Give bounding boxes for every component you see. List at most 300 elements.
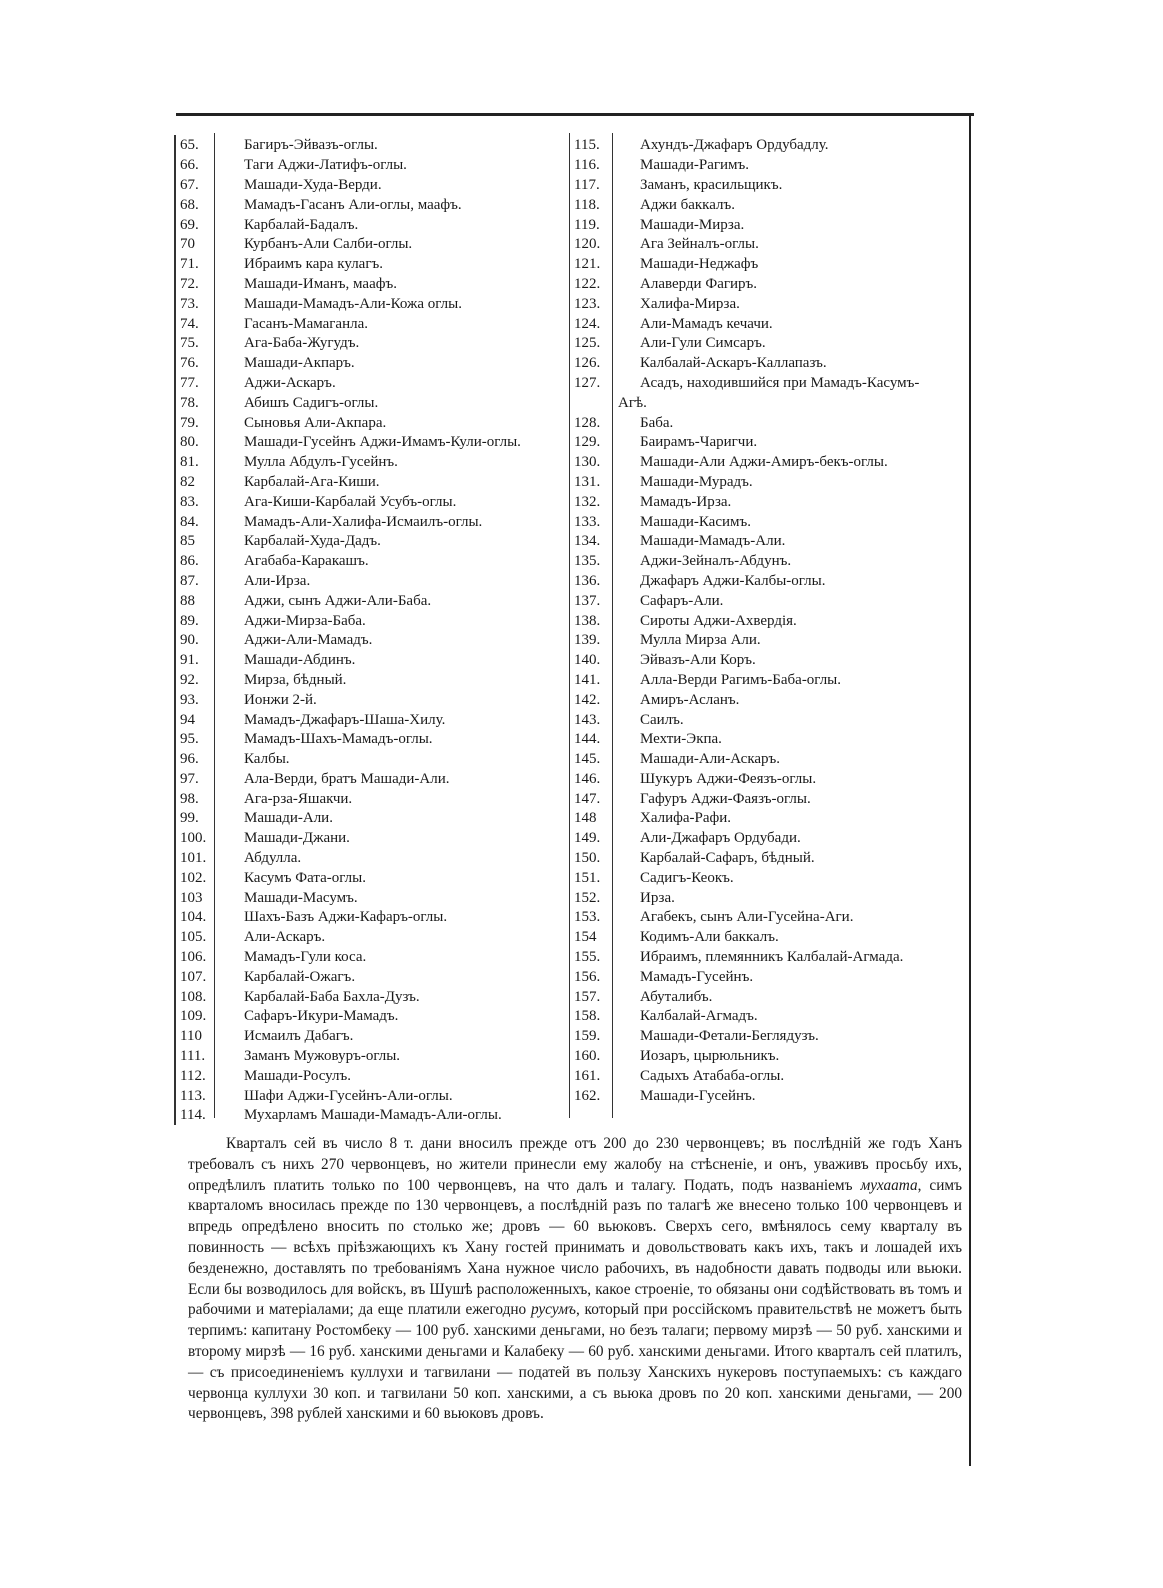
entry-number: 150. bbox=[574, 850, 601, 867]
entry-number: 78. bbox=[180, 394, 199, 411]
list-item bbox=[574, 354, 968, 374]
entry-name: Аджи-Али-Мамадъ. bbox=[244, 632, 373, 649]
entry-name: Шафи Аджи-Гусейнъ-Али-оглы. bbox=[244, 1087, 453, 1104]
entry-number: 114. bbox=[180, 1107, 206, 1124]
entry-number: 74. bbox=[180, 315, 199, 332]
entry-name: Абуталибъ. bbox=[640, 988, 713, 1005]
entry-name: Машади-Неджафъ bbox=[640, 256, 759, 273]
entry-name: Машади-Худа-Верди. bbox=[244, 176, 382, 193]
list-item bbox=[180, 1027, 568, 1047]
entry-number: 105. bbox=[180, 929, 207, 946]
entry-name: Машади-Али-Аскаръ. bbox=[640, 751, 781, 768]
entry-name: Багиръ-Эйвазъ-оглы. bbox=[244, 137, 378, 154]
list-item bbox=[574, 809, 968, 829]
list-item bbox=[574, 948, 968, 968]
list-item bbox=[180, 275, 568, 295]
entry-number: 130. bbox=[574, 454, 601, 471]
list-item bbox=[574, 314, 968, 334]
list-item bbox=[574, 473, 968, 493]
entry-number: 106. bbox=[180, 949, 207, 966]
entry-name: Мирза, бѣдный. bbox=[244, 671, 347, 688]
column-divider bbox=[569, 133, 570, 1118]
entry-name: Гафуръ Аджи-Фаязъ-оглы. bbox=[640, 790, 811, 807]
entry-number: 156. bbox=[574, 968, 601, 985]
list-item bbox=[180, 473, 568, 493]
entry-name: Кодимъ-Али баккалъ. bbox=[640, 929, 779, 946]
entry-number: 158. bbox=[574, 1008, 601, 1025]
entry-number: 110 bbox=[180, 1028, 202, 1045]
entry-number: 97. bbox=[180, 770, 199, 787]
entry-name: Аджи, сынъ Аджи-Али-Баба. bbox=[244, 592, 432, 609]
entry-name: Аджи-Мирза-Баба. bbox=[244, 612, 366, 629]
list-item bbox=[574, 770, 968, 790]
entry-number: 115. bbox=[574, 137, 600, 154]
entry-name: Саилъ. bbox=[640, 711, 684, 728]
entry-name: Таги Аджи-Латифъ-оглы. bbox=[244, 157, 407, 174]
entry-number: 73. bbox=[180, 295, 199, 312]
list-item bbox=[574, 631, 968, 651]
list-item bbox=[574, 156, 968, 176]
entry-number: 132. bbox=[574, 493, 601, 510]
entry-number: 113. bbox=[180, 1087, 206, 1104]
entry-number: 76. bbox=[180, 355, 199, 372]
list-item bbox=[180, 512, 568, 532]
entry-number: 79. bbox=[180, 414, 199, 431]
entry-number: 111. bbox=[180, 1048, 206, 1065]
entry-number: 151. bbox=[574, 869, 601, 886]
list-item bbox=[180, 651, 568, 671]
entry-name: Ионжи 2-й. bbox=[244, 691, 317, 708]
list-item bbox=[180, 849, 568, 869]
entry-name: Сафаръ-Икури-Мамадъ. bbox=[244, 1008, 399, 1025]
list-item bbox=[180, 908, 568, 928]
entry-name: Али-Гули Симсаръ. bbox=[640, 335, 766, 352]
entry-name: Агабаба-Каракашъ. bbox=[244, 553, 369, 570]
list-item bbox=[180, 789, 568, 809]
list-item bbox=[180, 671, 568, 691]
entry-number: 104. bbox=[180, 909, 207, 926]
entry-name: Аджи-Аскаръ. bbox=[244, 374, 336, 391]
entry-name: Машади-Касимъ. bbox=[640, 513, 752, 530]
list-item bbox=[574, 690, 968, 710]
list-item bbox=[180, 987, 568, 1007]
entry-number: 131. bbox=[574, 473, 601, 490]
entry-name: Касумъ Фата-оглы. bbox=[244, 869, 366, 886]
entry-number: 95. bbox=[180, 731, 199, 748]
entry-number: 75. bbox=[180, 335, 199, 352]
list-item bbox=[180, 1106, 568, 1126]
entry-name: Калбалай-Аскаръ-Каллапазъ. bbox=[640, 355, 827, 372]
entry-name: Ага-Баба-Жугудъ. bbox=[244, 335, 360, 352]
list-item bbox=[574, 572, 968, 592]
entry-name: Аджи баккалъ. bbox=[640, 196, 736, 213]
entry-number: 118. bbox=[574, 196, 600, 213]
entry-number: 99. bbox=[180, 810, 199, 827]
entry-name: Агабекъ, сынъ Али-Гусейна-Аги. bbox=[640, 909, 854, 926]
entry-number: 108. bbox=[180, 988, 207, 1005]
entry-number: 133. bbox=[574, 513, 601, 530]
entry-number: 140. bbox=[574, 652, 601, 669]
entry-number: 126. bbox=[574, 355, 601, 372]
list-item bbox=[180, 710, 568, 730]
list-item bbox=[574, 1047, 968, 1067]
list-item bbox=[574, 275, 968, 295]
list-item bbox=[180, 136, 568, 156]
entry-number: 71. bbox=[180, 256, 199, 273]
entry-name: Исмаилъ Дабагъ. bbox=[244, 1028, 354, 1045]
list-item bbox=[180, 809, 568, 829]
list-item bbox=[180, 334, 568, 354]
list-item bbox=[574, 552, 968, 572]
list-item bbox=[574, 1066, 968, 1086]
entry-name: Сыновья Али-Акпара. bbox=[244, 414, 387, 431]
entry-name: Ирза. bbox=[640, 889, 675, 906]
entry-number: 136. bbox=[574, 572, 601, 589]
left-rule bbox=[174, 135, 176, 1125]
list-item bbox=[180, 690, 568, 710]
list-item bbox=[180, 433, 568, 453]
list-item bbox=[574, 334, 968, 354]
entry-name: Абишъ Садигъ-оглы. bbox=[244, 394, 379, 411]
entry-name: Машади-Масумъ. bbox=[244, 889, 358, 906]
entry-name: Ахундъ-Джафаръ Ордубадлу. bbox=[640, 137, 829, 154]
paragraph-text-3: , который при россійскомъ правительствѣ не можетъ быть терпимъ: капитану Ростомбеку — 100 руб. ханскими деньгами, но безъ талаги; первому мирзѣ — 50 руб. ханскими и второму мирзѣ — 16 руб. ханскими деньгами и Калабеку — 60 руб. ханскими деньгами. Итого кварталъ сей платилъ, — съ присоединеніемъ куллухи и тагвилани — податей въ пользу Ханскихъ нукеровъ поступаемыхъ: съ каждаго червонца куллухи 30 коп. и тагвилани 50 коп. ханскими, а съ вьюка дровъ по 20 коп. ханскими деньгами, — 200 червонцевъ, 398 рублей ханскими и 60 вьюковъ дровъ. bbox=[188, 1301, 962, 1423]
entry-name: Мамадъ-Ирза. bbox=[640, 493, 732, 510]
entry-name: Иозаръ, цырюльникъ. bbox=[640, 1048, 780, 1065]
entry-name: Машади-Джани. bbox=[244, 830, 350, 847]
entry-name: Халифа-Мирза. bbox=[640, 295, 740, 312]
entry-number: 161. bbox=[574, 1067, 601, 1084]
entry-name: Мамадъ-Али-Халифа-Исмаилъ-оглы. bbox=[244, 513, 483, 530]
entry-name: Джафаръ Аджи-Калбы-оглы. bbox=[640, 572, 826, 589]
entry-name: Баба. bbox=[640, 414, 674, 431]
entry-name: Агѣ. bbox=[618, 394, 647, 411]
entry-name: Ага-рза-Яшакчи. bbox=[244, 790, 353, 807]
entry-number: 155. bbox=[574, 949, 601, 966]
entry-name: Ибраимъ кара кулагъ. bbox=[244, 256, 383, 273]
list-item bbox=[180, 552, 568, 572]
right-rule bbox=[969, 113, 971, 1466]
list-item bbox=[574, 750, 968, 770]
entry-name: Баирамъ-Чаригчи. bbox=[640, 434, 758, 451]
entry-number: 103 bbox=[180, 889, 203, 906]
entry-number: 117. bbox=[574, 176, 600, 193]
entry-number: 129. bbox=[574, 434, 601, 451]
quarter-description-paragraph bbox=[188, 1134, 962, 1425]
list-item bbox=[180, 453, 568, 473]
entry-name: Ала-Верди, братъ Машади-Али. bbox=[244, 770, 450, 787]
list-item bbox=[180, 156, 568, 176]
entry-number: 159. bbox=[574, 1028, 601, 1045]
entry-name: Мулла Абдулъ-Гусейнъ. bbox=[244, 454, 398, 471]
list-item bbox=[574, 671, 968, 691]
entry-number: 91. bbox=[180, 652, 199, 669]
entry-number: 80. bbox=[180, 434, 199, 451]
entry-name: Карбалай-Баба Бахла-Дузъ. bbox=[244, 988, 420, 1005]
entry-number: 93. bbox=[180, 691, 199, 708]
list-item bbox=[180, 1007, 568, 1027]
entry-number: 138. bbox=[574, 612, 601, 629]
entry-name: Машади-Абдинъ. bbox=[244, 652, 356, 669]
entry-number: 112. bbox=[180, 1067, 206, 1084]
entry-number: 102. bbox=[180, 869, 207, 886]
entry-number: 72. bbox=[180, 275, 199, 292]
list-item bbox=[574, 433, 968, 453]
entry-number: 121. bbox=[574, 256, 601, 273]
entry-number: 96. bbox=[180, 751, 199, 768]
entry-name: Ага Зейналъ-оглы. bbox=[640, 236, 759, 253]
entry-number: 107. bbox=[180, 968, 207, 985]
entry-name: Карбалай-Бадалъ. bbox=[244, 216, 359, 233]
entry-name: Машади-Росулъ. bbox=[244, 1067, 351, 1084]
list-item bbox=[574, 294, 968, 314]
entry-number: 139. bbox=[574, 632, 601, 649]
list-item bbox=[574, 255, 968, 275]
entry-name: Заманъ Мужовуръ-оглы. bbox=[244, 1048, 401, 1065]
list-item bbox=[574, 611, 968, 631]
entry-name: Машади-Рагимъ. bbox=[640, 157, 750, 174]
entry-name: Машади-Гусейнъ Аджи-Имамъ-Кули-оглы. bbox=[244, 434, 521, 451]
list-item bbox=[574, 987, 968, 1007]
list-item bbox=[574, 413, 968, 433]
list-item bbox=[180, 532, 568, 552]
entry-name: Машади-Мамадъ-Али. bbox=[640, 533, 786, 550]
entry-name: Мамадъ-Гули коса. bbox=[244, 949, 367, 966]
list-item bbox=[180, 374, 568, 394]
list-item bbox=[574, 1086, 968, 1106]
entry-name: Али-Джафаръ Ордубади. bbox=[640, 830, 801, 847]
entry-name: Карбалай-Сафаръ, бѣдный. bbox=[640, 850, 815, 867]
entry-name: Асадъ, находившийся при Мамадъ-Касумъ- bbox=[640, 374, 920, 391]
list-item bbox=[180, 730, 568, 750]
list-item bbox=[574, 908, 968, 928]
entry-number: 144. bbox=[574, 731, 601, 748]
list-item bbox=[180, 572, 568, 592]
list-item bbox=[574, 789, 968, 809]
list-item bbox=[574, 1027, 968, 1047]
entry-number: 147. bbox=[574, 790, 601, 807]
entry-name: Мухарламъ Машади-Мамадъ-Али-оглы. bbox=[244, 1107, 502, 1124]
entry-name: Садигъ-Кеокъ. bbox=[640, 869, 734, 886]
entry-name: Абдулла. bbox=[244, 850, 302, 867]
entry-number: 101. bbox=[180, 850, 207, 867]
list-item bbox=[574, 868, 968, 888]
entry-name: Калбы. bbox=[244, 751, 290, 768]
entry-number: 127. bbox=[574, 374, 601, 391]
entry-number: 77. bbox=[180, 374, 199, 391]
entry-name: Карбалай-Ожагъ. bbox=[244, 968, 356, 985]
entry-name: Садыхъ Атабаба-оглы. bbox=[640, 1067, 785, 1084]
list-item bbox=[180, 176, 568, 196]
entry-number: 160. bbox=[574, 1048, 601, 1065]
entry-number: 87. bbox=[180, 572, 199, 589]
entry-number: 65. bbox=[180, 137, 199, 154]
list-item bbox=[574, 730, 968, 750]
entry-number: 149. bbox=[574, 830, 601, 847]
list-item bbox=[180, 948, 568, 968]
list-item bbox=[180, 1086, 568, 1106]
entry-name: Машади-Гусейнъ. bbox=[640, 1087, 756, 1104]
list-item bbox=[574, 393, 968, 413]
entry-number: 66. bbox=[180, 157, 199, 174]
entry-number: 82 bbox=[180, 473, 195, 490]
entry-name: Эйвазъ-Али Коръ. bbox=[640, 652, 756, 669]
entry-name: Мамадъ-Гасанъ Али-оглы, маафъ. bbox=[244, 196, 462, 213]
entry-name: Машади-Фетали-Беглядузъ. bbox=[640, 1028, 819, 1045]
entry-name: Машади-Мамадъ-Али-Кожа оглы. bbox=[244, 295, 462, 312]
entry-number: 67. bbox=[180, 176, 199, 193]
list-item bbox=[574, 928, 968, 948]
entry-number: 92. bbox=[180, 671, 199, 688]
entry-name: Алаверди Фагиръ. bbox=[640, 275, 758, 292]
entry-name: Машади-Иманъ, маафъ. bbox=[244, 275, 397, 292]
paragraph-text-1: Кварталъ сей въ число 8 т. дани вносилъ прежде отъ 200 до 230 червонцевъ; въ послѣдній же годъ Ханъ требовалъ съ нихъ 270 червонцевъ, но жители принесли ему жалобу на стѣсненіе, и онъ, уваживъ просьбу ихъ, опредѣлилъ платить только по 100 червонцевъ, на что далъ и талагу. Подать, подъ названіемъ bbox=[188, 1135, 962, 1194]
list-item bbox=[180, 314, 568, 334]
entry-number: 84. bbox=[180, 513, 199, 530]
entry-name: Али-Аскаръ. bbox=[244, 929, 326, 946]
term-rusum: русумъ bbox=[530, 1301, 576, 1319]
entry-name: Али-Ирза. bbox=[244, 572, 311, 589]
entry-name: Шахъ-Базъ Аджи-Кафаръ-оглы. bbox=[244, 909, 448, 926]
list-item bbox=[574, 374, 968, 394]
list-item bbox=[180, 195, 568, 215]
list-item bbox=[574, 453, 968, 473]
list-item bbox=[574, 710, 968, 730]
left-name-list bbox=[180, 136, 568, 1126]
entry-number: 143. bbox=[574, 711, 601, 728]
list-item bbox=[574, 215, 968, 235]
entry-number: 119. bbox=[574, 216, 600, 233]
entry-number: 85 bbox=[180, 533, 195, 550]
list-item bbox=[574, 967, 968, 987]
list-item bbox=[180, 492, 568, 512]
entry-name: Сироты Аджи-Ахвердія. bbox=[640, 612, 797, 629]
entry-number: 94 bbox=[180, 711, 195, 728]
entry-name: Машади-Мирза. bbox=[640, 216, 745, 233]
list-item bbox=[180, 928, 568, 948]
entry-number: 109. bbox=[180, 1008, 207, 1025]
entry-name: Али-Мамадъ кечачи. bbox=[640, 315, 773, 332]
entry-name: Амиръ-Асланъ. bbox=[640, 691, 740, 708]
list-item bbox=[180, 888, 568, 908]
entry-name: Аджи-Зейналъ-Абдунъ. bbox=[640, 553, 792, 570]
entry-name: Халифа-Рафи. bbox=[640, 810, 732, 827]
entry-name: Машади-Мурадъ. bbox=[640, 473, 753, 490]
list-item bbox=[180, 967, 568, 987]
entry-name: Ибраимъ, племянникъ Калбалай-Агмада. bbox=[640, 949, 904, 966]
entry-number: 83. bbox=[180, 493, 199, 510]
list-item bbox=[574, 829, 968, 849]
entry-number: 81. bbox=[180, 454, 199, 471]
list-item bbox=[574, 888, 968, 908]
entry-name: Сафаръ-Али. bbox=[640, 592, 724, 609]
list-item bbox=[574, 591, 968, 611]
entry-number: 145. bbox=[574, 751, 601, 768]
list-item bbox=[574, 532, 968, 552]
entry-name: Заманъ, красильщикъ. bbox=[640, 176, 783, 193]
entry-number: 128. bbox=[574, 414, 601, 431]
entry-number: 124. bbox=[574, 315, 601, 332]
entry-name: Ага-Киши-Карбалай Усубъ-оглы. bbox=[244, 493, 457, 510]
list-item bbox=[180, 413, 568, 433]
list-item bbox=[180, 235, 568, 255]
list-item bbox=[180, 1047, 568, 1067]
top-rule bbox=[176, 113, 974, 116]
entry-number: 152. bbox=[574, 889, 601, 906]
entry-number: 70 bbox=[180, 236, 195, 253]
paragraph-text-2: , симъ кварталомъ вносилась прежде по 130 червонцевъ, а послѣдній разъ по талагѣ же внесено только 100 червонцевъ и впредь опредѣлено вносить по столько же; дровъ — 60 вьюковъ. Сверхъ сего, вмѣнялось сему кварталу въ повинность — всѣхъ пріѣзжающихъ къ Хану гостей принимать и довольствовать какъ ихъ, такъ и лошадей ихъ безденежно, доставлять по требованіямъ Хана нужное число рабочихъ, въ надобности давать подводы или вьюки. Если бы возводилось для войскъ, въ Шушѣ расположенныхъ, какое строеніе, то обязаны они содѣйствовать въ томъ и рабочими и матеріалами; да еще платили ежегодно bbox=[188, 1176, 962, 1319]
list-item bbox=[574, 136, 968, 156]
list-item bbox=[180, 868, 568, 888]
entry-number: 162. bbox=[574, 1087, 601, 1104]
entry-name: Мамадъ-Джафаръ-Шаша-Хилу. bbox=[244, 711, 446, 728]
list-item bbox=[180, 354, 568, 374]
entry-number: 120. bbox=[574, 236, 601, 253]
entry-number: 122. bbox=[574, 275, 601, 292]
entry-name: Алла-Верди Рагимъ-Баба-оглы. bbox=[640, 671, 842, 688]
entry-name: Калбалай-Агмадъ. bbox=[640, 1008, 758, 1025]
list-item bbox=[180, 750, 568, 770]
list-item bbox=[180, 1066, 568, 1086]
entry-number: 154 bbox=[574, 929, 597, 946]
entry-number: 68. bbox=[180, 196, 199, 213]
entry-number: 123. bbox=[574, 295, 601, 312]
entry-name: Гасанъ-Мамаганла. bbox=[244, 315, 369, 332]
entry-number: 89. bbox=[180, 612, 199, 629]
list-item bbox=[180, 215, 568, 235]
list-item bbox=[574, 235, 968, 255]
list-item bbox=[574, 1007, 968, 1027]
entry-number: 90. bbox=[180, 632, 199, 649]
list-item bbox=[180, 611, 568, 631]
entry-number: 86. bbox=[180, 553, 199, 570]
list-item bbox=[180, 631, 568, 651]
entry-name: Машади-Акпаръ. bbox=[244, 355, 355, 372]
list-item bbox=[180, 829, 568, 849]
entry-number: 88 bbox=[180, 592, 195, 609]
list-item bbox=[574, 195, 968, 215]
list-item bbox=[180, 393, 568, 413]
entry-number: 134. bbox=[574, 533, 601, 550]
entry-number: 142. bbox=[574, 691, 601, 708]
entry-name: Курбанъ-Али Салби-оглы. bbox=[244, 236, 413, 253]
entry-number: 135. bbox=[574, 553, 601, 570]
entry-number: 157. bbox=[574, 988, 601, 1005]
list-item bbox=[180, 770, 568, 790]
entry-number: 148 bbox=[574, 810, 597, 827]
entry-name: Машади-Али Аджи-Амиръ-бекъ-оглы. bbox=[640, 454, 888, 471]
entry-number: 153. bbox=[574, 909, 601, 926]
entry-number: 141. bbox=[574, 671, 601, 688]
entry-name: Шукуръ Аджи-Феязъ-оглы. bbox=[640, 770, 817, 787]
entry-number: 146. bbox=[574, 770, 601, 787]
entry-name: Мехти-Экпа. bbox=[640, 731, 722, 748]
list-item bbox=[574, 176, 968, 196]
entry-name: Карбалай-Худа-Дадъ. bbox=[244, 533, 381, 550]
entry-number: 116. bbox=[574, 157, 600, 174]
entry-name: Карбалай-Ага-Киши. bbox=[244, 473, 380, 490]
entry-name: Мамадъ-Гусейнъ. bbox=[640, 968, 754, 985]
list-item bbox=[574, 512, 968, 532]
entry-number: 98. bbox=[180, 790, 199, 807]
term-mukhaata: мухаата bbox=[860, 1176, 918, 1194]
list-item bbox=[180, 255, 568, 275]
list-item bbox=[574, 849, 968, 869]
list-item bbox=[574, 492, 968, 512]
right-name-list bbox=[574, 136, 968, 1106]
entry-number: 137. bbox=[574, 592, 601, 609]
entry-name: Машади-Али. bbox=[244, 810, 333, 827]
